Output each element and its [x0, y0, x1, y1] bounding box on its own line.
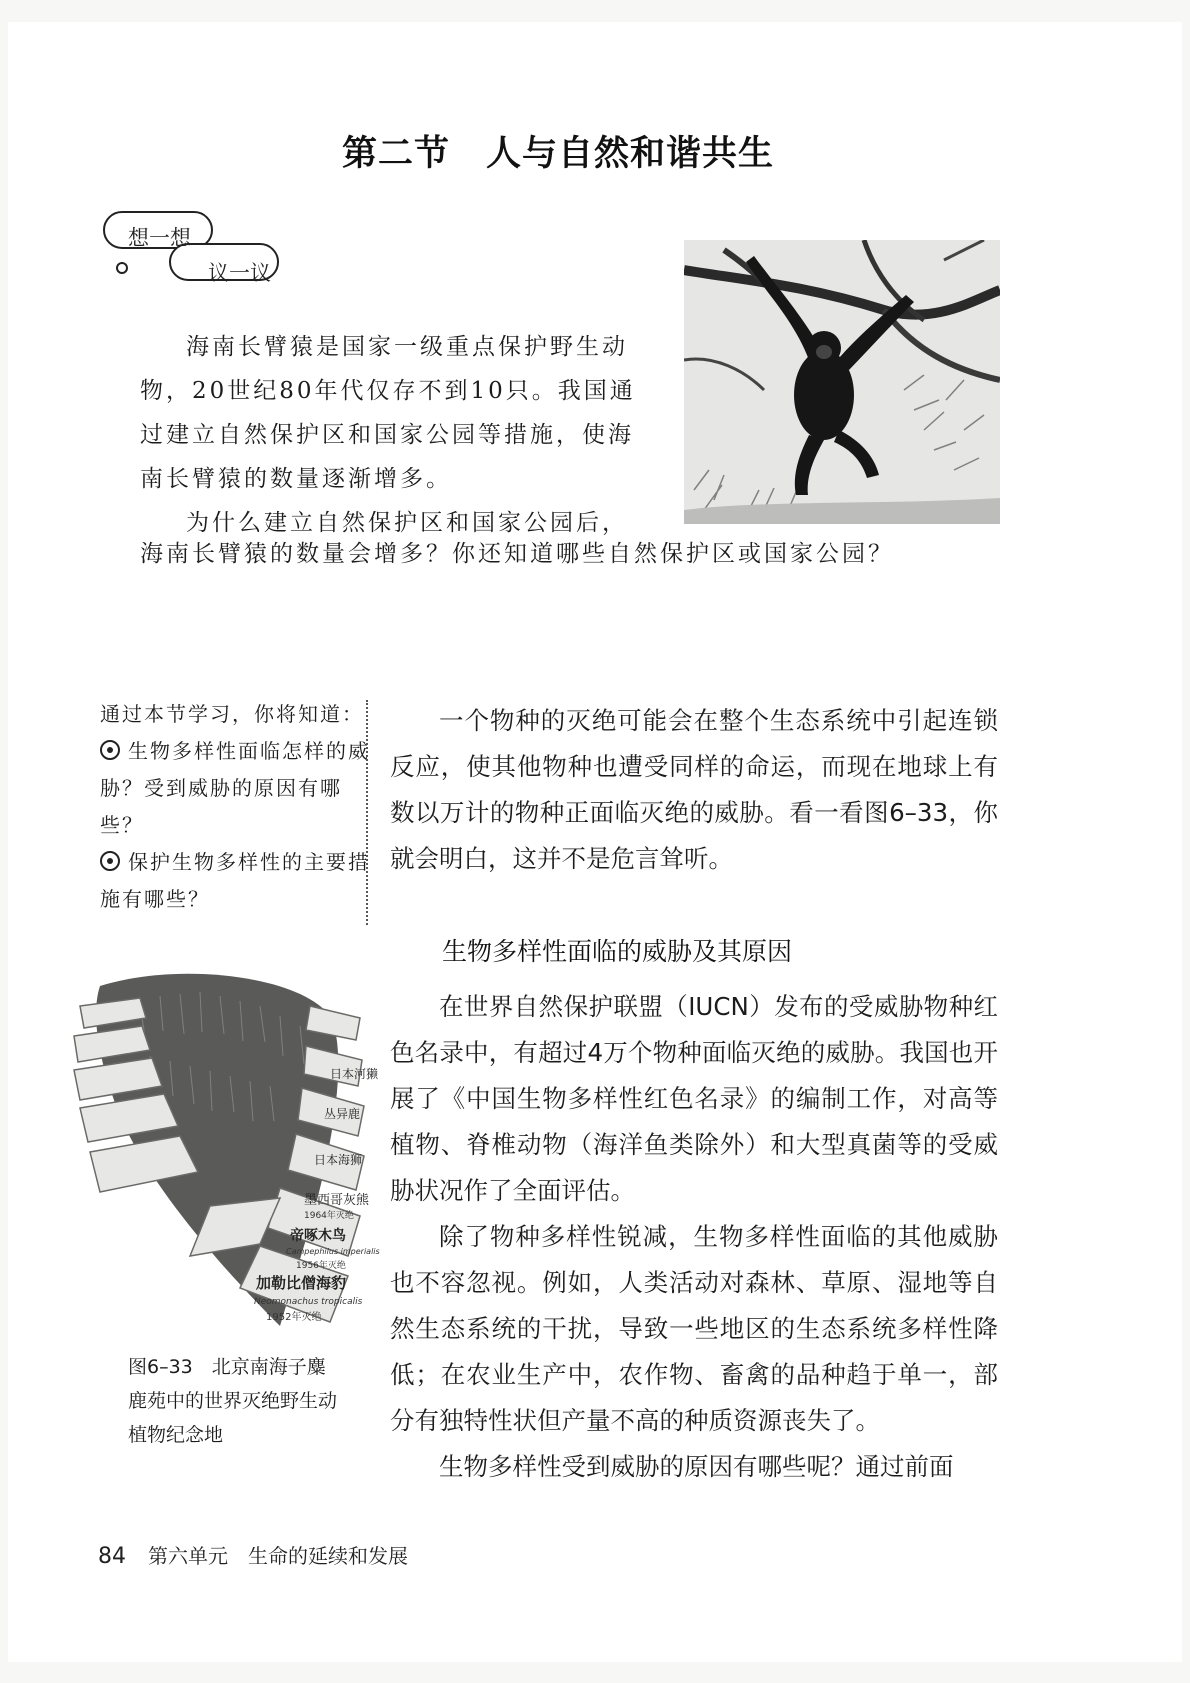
- step-label-0: 日本河獭: [330, 1067, 379, 1081]
- gibbon-photo: [684, 240, 1000, 524]
- main-text-intro: [390, 698, 998, 882]
- main-paragraph-3: 除了物种多样性锐减，生物多样性面临的其他威胁也不容忽视。例如，人类活动对森林、草原、湿地等自然生态系统的干扰，导致一些地区的生态系统多样性降低；在农业生产中，农作物、畜禽的品种趋于单一，部分有独特性状但产量不高的种质资源丧失了。: [390, 1222, 998, 1435]
- think-box-text: [140, 325, 645, 545]
- bullet-circle-icon: [100, 740, 120, 760]
- think-paragraph-2-end: 海南长臂猿的数量会增多？你还知道哪些自然保护区或国家公园？: [140, 541, 894, 567]
- step-label-2: 日本海狮: [314, 1153, 363, 1167]
- main-text-body: [390, 984, 998, 1490]
- learning-goals-intro: 通过本节学习，你将知道：: [100, 702, 364, 726]
- step-label-1: 丛异鹿: [324, 1107, 361, 1121]
- step-latin-4: Campephilus imperialis: [286, 1247, 380, 1256]
- step-year-3: 1964年灭绝: [304, 1211, 354, 1221]
- step-label-5: 加勒比僧海豹: [256, 1274, 347, 1292]
- main-paragraph-2: 在世界自然保护联盟（IUCN）发布的受威胁物种红色名录中，有超过4万个物种面临灭绝的威胁。我国也开展了《中国生物多样性红色名录》的编制工作，对高等植物、脊椎动物（海洋鱼类除外）和大型真菌等的受威胁状况作了全面评估。: [390, 992, 998, 1205]
- learning-goal-item: 保护生物多样性的主要措施有哪些？: [100, 850, 370, 911]
- discuss-label: 议一议: [208, 261, 271, 285]
- figure-caption: 图6–33 北京南海子麋鹿苑中的世界灭绝野生动植物纪念地: [128, 1356, 338, 1446]
- section-title: [0, 126, 1116, 176]
- step-year-4: 1956年灭绝: [296, 1261, 346, 1271]
- subsection-heading: 生物多样性面临的威胁及其原因: [442, 937, 793, 966]
- page-footer: [98, 1540, 408, 1569]
- memorial-photo: [60, 966, 390, 1338]
- page-number: 84: [98, 1544, 126, 1569]
- learning-goals: [100, 696, 372, 918]
- main-paragraph-4: 生物多样性受到威胁的原因有哪些呢？通过前面: [439, 1452, 954, 1481]
- section-number: 第二节: [341, 134, 450, 174]
- think-label: 想一想: [128, 226, 191, 250]
- bullet-circle-icon: [100, 851, 120, 871]
- unit-title: 第六单元 生命的延续和发展: [148, 1544, 408, 1568]
- think-paragraph-2-start: 为什么建立自然保护区和国家公园后，: [186, 510, 628, 536]
- step-latin-5: Neomonachus tropicalis: [254, 1297, 363, 1307]
- main-paragraph-1: 一个物种的灭绝可能会在整个生态系统中引起连锁反应，使其他物种也遭受同样的命运，而现在地球上有数以万计的物种正面临灭绝的威胁。看一看图6–33，你就会明白，这并不是危言耸听。: [390, 706, 998, 873]
- step-label-4: 帝啄木鸟: [290, 1228, 346, 1244]
- step-year-5: 1952年灭绝: [266, 1312, 322, 1323]
- think-paragraph-1: 海南长臂猿是国家一级重点保护野生动物，20世纪80年代仅存不到10只。我国通过建立自然保护区和国家公园等措施，使海南长臂猿的数量逐渐增多。: [140, 334, 636, 492]
- learning-goal-item: 生物多样性面临怎样的威胁？受到威胁的原因有哪些？: [100, 739, 370, 837]
- step-label-3: 墨西哥灰熊: [304, 1193, 370, 1208]
- dotted-divider: [366, 700, 368, 925]
- section-name: 人与自然和谐共生: [486, 134, 775, 174]
